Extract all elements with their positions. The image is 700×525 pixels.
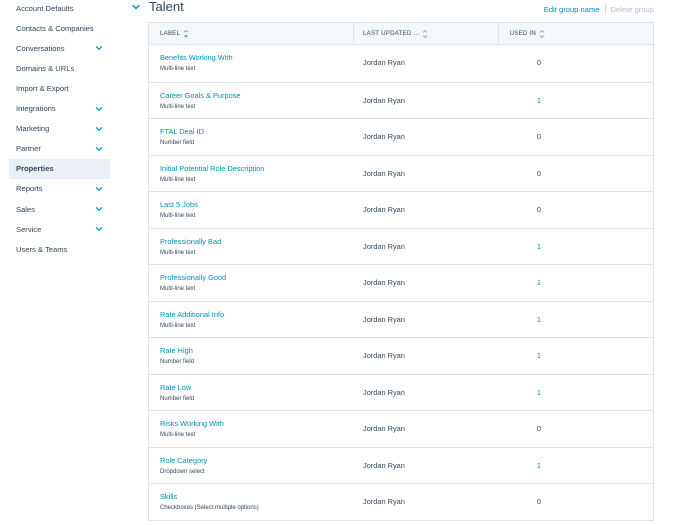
sidebar-item-label: Import & Export xyxy=(16,83,69,93)
property-label-cell xyxy=(160,383,194,404)
sidebar-item-label: Sales xyxy=(16,204,35,214)
sidebar-item-label: Service xyxy=(16,224,42,234)
sidebar-item-marketing[interactable] xyxy=(9,119,110,139)
table-row xyxy=(149,337,653,374)
column-header-used-in-text: USED IN xyxy=(509,30,536,37)
property-type: Multi-line text xyxy=(160,66,196,72)
property-label-cell xyxy=(160,310,224,331)
property-name-link[interactable]: Rate Low xyxy=(160,382,192,392)
used-in-count[interactable]: 1 xyxy=(536,314,541,324)
property-type: Multi-line text xyxy=(160,213,196,219)
chevron-down-icon xyxy=(95,44,103,52)
last-updated-by: Jordan Ryan xyxy=(363,387,405,397)
sort-desc-icon xyxy=(183,30,189,38)
sidebar-item-sales[interactable] xyxy=(9,199,110,219)
property-type: Multi-line text xyxy=(160,286,196,292)
last-updated-by: Jordan Ryan xyxy=(363,314,405,324)
sidebar-item-users-teams[interactable] xyxy=(9,239,110,259)
sidebar-item-service[interactable] xyxy=(9,219,110,239)
property-type: Dropdown select xyxy=(160,468,205,475)
sidebar-item-label: Marketing xyxy=(16,124,50,134)
property-label-cell xyxy=(160,492,259,513)
property-label-cell xyxy=(160,200,198,221)
last-updated-by: Jordan Ryan xyxy=(363,95,405,105)
used-in-count[interactable]: 1 xyxy=(536,278,541,287)
used-in-count[interactable]: 1 xyxy=(536,95,541,105)
last-updated-by: Jordan Ryan xyxy=(363,497,405,506)
table-row xyxy=(149,264,653,301)
table-row xyxy=(149,483,653,520)
table-row xyxy=(149,447,653,484)
sidebar-item-label: Reports xyxy=(16,184,43,194)
sidebar-item-partner[interactable] xyxy=(9,139,110,159)
used-in-count: 0 xyxy=(536,497,541,506)
collapse-group-icon[interactable] xyxy=(131,2,141,12)
sidebar-item-domains-urls[interactable] xyxy=(9,58,110,78)
table-row xyxy=(149,191,653,228)
sidebar-item-import-export[interactable] xyxy=(9,78,110,98)
last-updated-by: Jordan Ryan xyxy=(363,205,405,214)
property-name-link[interactable]: Risks Working With xyxy=(160,419,224,428)
table-row xyxy=(149,301,653,338)
property-label-cell xyxy=(160,346,194,367)
used-in-count: 0 xyxy=(536,424,541,433)
sidebar-item-label: Conversations xyxy=(16,43,65,53)
table-row xyxy=(149,82,653,119)
sidebar-item-account-defaults[interactable] xyxy=(9,0,110,18)
sidebar-item-label: Contacts & Companies xyxy=(16,23,94,33)
property-type: Multi-line text xyxy=(160,103,196,110)
column-header-used-in[interactable] xyxy=(499,23,655,44)
used-in-count[interactable]: 1 xyxy=(536,351,541,360)
delete-group-link[interactable]: Delete group xyxy=(610,4,654,14)
column-header-label[interactable] xyxy=(149,23,354,44)
property-name-link[interactable]: Initial Potential Role Description xyxy=(160,163,265,173)
property-type: Checkboxes (Select multiple options) xyxy=(160,505,259,511)
property-type: Multi-line text xyxy=(160,249,196,256)
sidebar-item-label: Account Defaults xyxy=(16,3,74,13)
used-in-count: 0 xyxy=(536,205,541,214)
property-type: Multi-line text xyxy=(160,322,196,329)
property-name-link[interactable]: Career Goals & Purpose xyxy=(160,90,241,100)
chevron-down-icon xyxy=(95,145,103,153)
last-updated-by: Jordan Ryan xyxy=(363,424,405,433)
edit-group-name-link[interactable]: Edit group name xyxy=(543,4,600,14)
actions-divider xyxy=(605,4,606,14)
last-updated-by: Jordan Ryan xyxy=(363,132,405,141)
property-name-link[interactable]: FTAL Deal ID xyxy=(160,127,204,136)
property-name-link[interactable]: Role Category xyxy=(160,455,208,465)
property-type: Multi-line text xyxy=(160,432,196,438)
sidebar-item-label: Properties xyxy=(16,164,54,174)
table-header xyxy=(149,23,653,45)
table-row xyxy=(149,118,653,155)
property-label-cell xyxy=(160,456,207,477)
chevron-down-icon xyxy=(95,205,103,213)
property-label-cell xyxy=(160,127,204,148)
used-in-count: 0 xyxy=(536,58,541,67)
property-name-link[interactable]: Professionally Bad xyxy=(160,236,222,246)
table-body xyxy=(149,45,653,520)
sidebar-item-contacts-companies[interactable] xyxy=(9,18,110,38)
property-label-cell xyxy=(160,273,226,294)
property-label-cell xyxy=(160,419,224,440)
used-in-count[interactable]: 1 xyxy=(536,241,541,251)
group-title: Talent xyxy=(149,0,184,14)
last-updated-by: Jordan Ryan xyxy=(363,351,405,360)
settings-sidebar xyxy=(0,0,111,525)
property-label-cell xyxy=(160,237,221,258)
sidebar-item-properties[interactable] xyxy=(9,159,110,179)
used-in-count: 0 xyxy=(536,168,541,178)
sidebar-item-reports[interactable] xyxy=(9,179,110,199)
last-updated-by: Jordan Ryan xyxy=(363,460,405,470)
chevron-down-icon xyxy=(95,125,103,133)
property-name-link[interactable]: Benefits Working With xyxy=(160,53,233,62)
chevron-down-icon xyxy=(95,225,103,233)
sidebar-item-label: Partner xyxy=(16,144,41,154)
property-type: Number field xyxy=(160,359,195,365)
sidebar-item-label: Users & Teams xyxy=(16,244,68,254)
property-type: Number field xyxy=(160,395,195,402)
last-updated-by: Jordan Ryan xyxy=(363,58,405,67)
column-header-updated-text: LAST UPDATED ... xyxy=(363,30,420,37)
property-label-cell xyxy=(160,164,264,185)
sort-icon xyxy=(422,30,428,38)
table-row xyxy=(149,45,653,82)
sort-icon xyxy=(539,30,545,38)
table-row xyxy=(149,228,653,265)
sidebar-item-label: Integrations xyxy=(16,104,56,113)
property-label-cell xyxy=(160,91,241,112)
table-row xyxy=(149,410,653,447)
property-name-link[interactable]: Skills xyxy=(160,492,178,501)
properties-table xyxy=(148,22,654,521)
property-name-link[interactable]: Last 5 Jobs xyxy=(160,200,198,209)
group-actions xyxy=(544,4,654,14)
last-updated-by: Jordan Ryan xyxy=(363,278,405,287)
property-name-link[interactable]: Rate Additional Info xyxy=(160,309,225,319)
property-type: Multi-line text xyxy=(160,176,196,183)
column-header-updated[interactable] xyxy=(354,23,499,44)
table-row xyxy=(149,374,653,411)
sidebar-item-integrations[interactable] xyxy=(9,99,110,119)
used-in-count: 0 xyxy=(536,132,541,141)
property-type: Number field xyxy=(160,140,195,146)
property-name-link[interactable]: Professionally Good xyxy=(160,273,227,282)
chevron-down-icon xyxy=(95,105,103,113)
sidebar-item-label: Domains & URLs xyxy=(16,63,75,73)
used-in-count[interactable]: 1 xyxy=(536,387,541,397)
column-header-label-text: LABEL xyxy=(160,30,181,37)
table-row xyxy=(149,155,653,192)
last-updated-by: Jordan Ryan xyxy=(363,241,405,251)
chevron-down-icon xyxy=(95,185,103,193)
property-label-cell xyxy=(160,53,233,74)
last-updated-by: Jordan Ryan xyxy=(363,168,405,178)
property-name-link[interactable]: Rate High xyxy=(160,346,193,355)
sidebar-item-conversations[interactable] xyxy=(9,38,110,58)
used-in-count[interactable]: 1 xyxy=(536,460,541,470)
